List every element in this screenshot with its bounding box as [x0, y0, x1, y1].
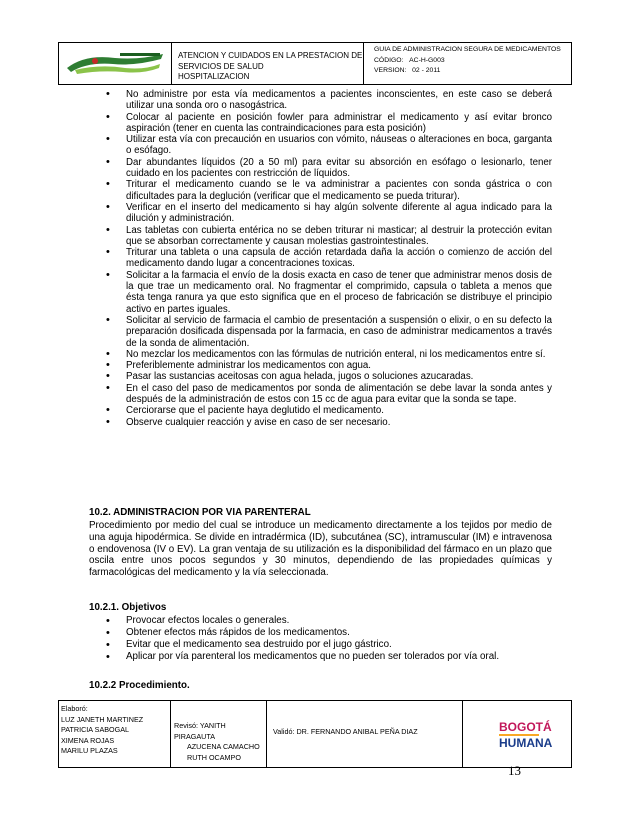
- list-item: • Aplicar por vía parenteral los medicamentos que no pueden ser tolerados por vía oral.: [106, 651, 552, 663]
- footer-reviso: [171, 701, 267, 767]
- document-footer: [58, 700, 572, 768]
- reviso-line: [174, 721, 264, 742]
- section-title: 10.2. ADMINISTRACION POR VIA PARENTERAL: [89, 507, 311, 518]
- doc-title: GUIA DE ADMINISTRACION SEGURA DE MEDICAMENTOS: [374, 46, 561, 53]
- version-label: VERSION:: [374, 67, 407, 74]
- dept-line-3: HOSPITALIZACION: [178, 72, 250, 81]
- bogota-logo-text: BOGOTÁ: [499, 720, 552, 734]
- list-item: • Solicitar a la farmacia el envío de la dosis exacta en caso de tener que administrar menos dosis de la que trae un medicamento oral. No fragmentar el comprimido, capsula o tableta a menos que ésta tenga ranura ya que esto significa que en el proceso de fabricación se distribuye el principio activo en partes iguales.: [106, 270, 552, 315]
- list-item: • Dar abundantes líquidos (20 a 50 ml) para evitar su absorción en esófago o lesionarlo, tener cuidado en los pacientes con restricción de líquidos.: [106, 157, 552, 180]
- list-item: • Obtener efectos más rápidos de los medicamentos.: [106, 627, 552, 639]
- header-logo-cell: [59, 43, 172, 84]
- code-value: AC-H-G003: [409, 56, 445, 64]
- list-item: • Pasar las sustancias aceitosas con agua helada, jugos o soluciones azucaradas.: [106, 371, 552, 382]
- reviso-name: AZUCENA CAMACHO: [187, 742, 260, 751]
- header-doc-info: [364, 43, 571, 84]
- list-item: • Preferiblemente administrar los medicamentos con agua.: [106, 360, 552, 371]
- list-item: • No administre por esta vía medicamentos a pacientes inconscientes, en este caso se deberá utilizar una sonda oro o nasogástrica.: [106, 89, 552, 112]
- doc-version: [374, 66, 571, 77]
- document-header: [58, 42, 572, 85]
- list-item: • Observe cualquier reacción y avise en caso de ser necesario.: [106, 417, 552, 428]
- header-department: [172, 43, 364, 84]
- list-item: • Colocar al paciente en posición fowler para administrar el medicamento y así evitar bronco aspiración (tener en cuenta las contraindicaciones para esta posición): [106, 112, 552, 135]
- list-item: • Utilizar esta vía con precaución en usuarios con vómito, náuseas o alteraciones en boca, garganta o esófago.: [106, 134, 552, 157]
- list-item: • Cerciorarse que el paciente haya deglutido el medicamento.: [106, 405, 552, 416]
- reviso-name: YANITH PIRAGAUTA: [174, 721, 226, 741]
- list-item: • Evitar que el medicamento sea destruido por el jugo gástrico.: [106, 639, 552, 651]
- list-item: • No mezclar los medicamentos con las fórmulas de nutrición enteral, ni los medicamentos entre sí.: [106, 349, 552, 360]
- footer-elaboro: [59, 701, 171, 767]
- version-value: 02 - 2011: [412, 67, 441, 74]
- humana-logo-text: HUMANA: [499, 736, 553, 750]
- list-item: • Triturar el medicamento cuando se le va administrar a pacientes con sonda gástrica o con dificultades para la deglución (verificar que el medicamento se pueda triturar).: [106, 179, 552, 202]
- reviso-label: Revisó:: [174, 721, 198, 730]
- dept-line-2: SERVICIOS DE SALUD: [178, 61, 264, 71]
- elaboro-name: XIMENA ROJAS: [61, 735, 115, 745]
- objectives-title: 10.2.1. Objetivos: [89, 602, 167, 613]
- list-item: • Solicitar al servicio de farmacia el cambio de presentación a suspensión o elixir, o en su defecto la preparación dosificada dispensada por la farmacia, en caso de administrar medicamentos a través de la sonda de alimentación.: [106, 315, 552, 349]
- elaboro-name: MARILU PLAZAS: [61, 746, 118, 755]
- elaboro-name: PATRICIA SABOGAL: [61, 725, 130, 734]
- procedure-title: 10.2.2 Procedimiento.: [89, 680, 190, 691]
- bogota-humana-logo: [463, 701, 563, 767]
- hospital-logo-icon: [65, 50, 165, 78]
- section-paragraph: Procedimiento por medio del cual se introduce un medicamento directamente a los tejidos por medio de una aguja hipodérmica. Se divide en intradérmica (ID), subcutánea (SC), intramuscular (IM) e intravenosa o endovenosa (IV o EV). La gran ventaja de su utilización es la disponibilidad del fármaco en un plazo que oscila entre unos pocos segundos y 30 minutos, dependiendo de las propiedades químicas y farmacológicas del medicamento y la vía seleccionada.: [89, 520, 552, 579]
- footer-valido: Validó: DR. FERNANDO ANIBAL PEÑA DIAZ: [267, 701, 463, 767]
- list-item: • Las tabletas con cubierta entérica no se deben triturar ni masticar; al destruir la protección evitan que se absorban correctamente y causan molestias gastrointestinales.: [106, 225, 552, 248]
- footer-logo-cell: [463, 701, 571, 767]
- oral-route-bullets: [106, 89, 552, 428]
- doc-code: [374, 56, 571, 67]
- elaboro-label: Elaboró:: [61, 704, 88, 713]
- list-item: • En el caso del paso de medicamentos por sonda de alimentación se debe lavar la sonda antes y después de la administración de estos con 15 cc de agua para evitar que la sonda se tape.: [106, 383, 552, 406]
- list-item: • Triturar una tableta o una capsula de acción retardada daña la acción o comienzo de acción del medicamento dando lugar a concentraciones toxicas.: [106, 247, 552, 270]
- objectives-list: [106, 615, 552, 663]
- page-number: 13: [508, 763, 521, 778]
- elaboro-name: LUZ JANETH MARTINEZ: [61, 714, 144, 724]
- dept-line-1: ATENCION Y CUIDADOS EN LA PRESTACION DE: [178, 51, 363, 60]
- code-label: CÓDIGO:: [374, 56, 404, 64]
- list-item: • Verificar en el inserto del medicamento si hay algún solvente diferente al agua indicado para la dilución y administración.: [106, 202, 552, 225]
- reviso-name: RUTH OCAMPO: [187, 752, 241, 762]
- list-item: • Provocar efectos locales o generales.: [106, 615, 552, 627]
